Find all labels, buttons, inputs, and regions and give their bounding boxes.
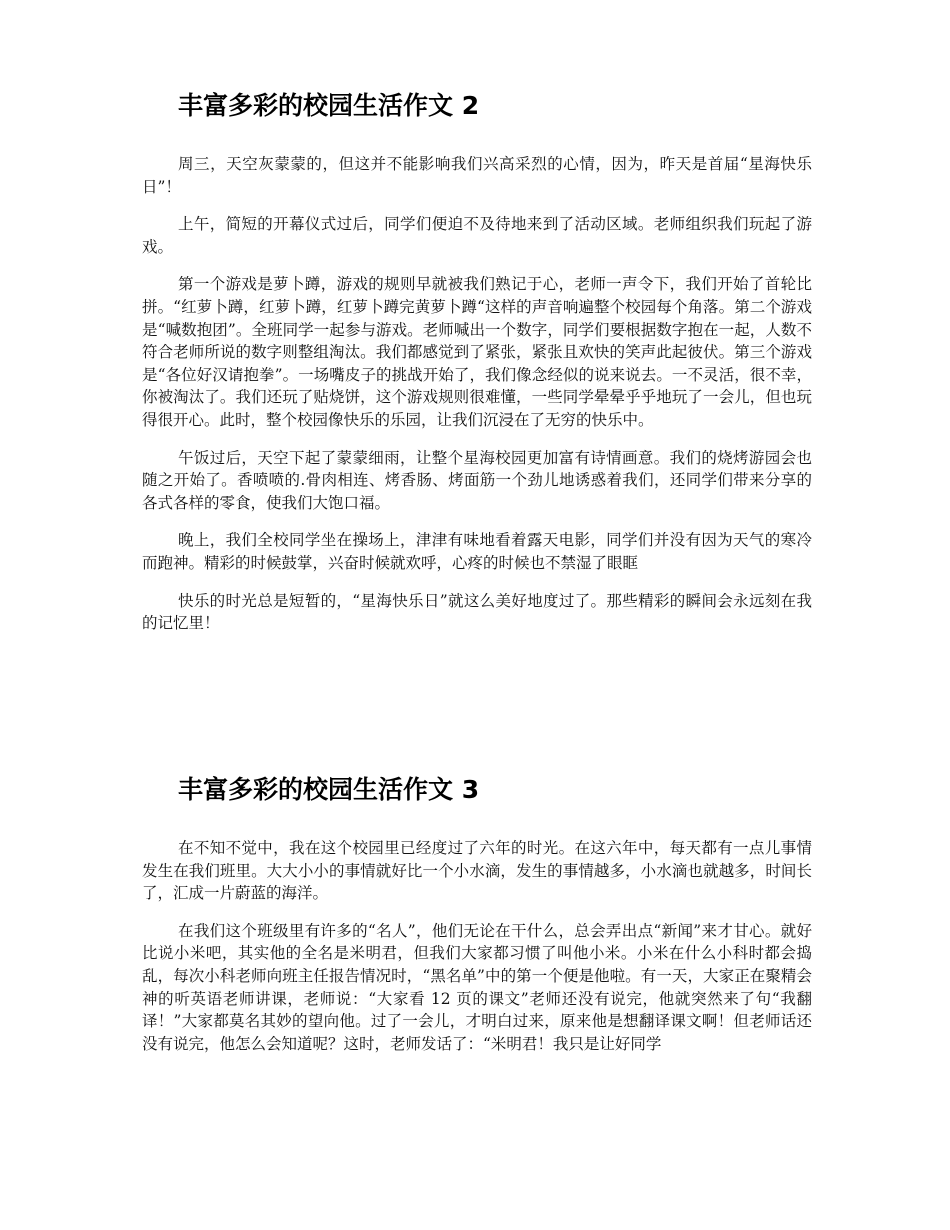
paragraph: 周三，天空灰蒙蒙的，但这并不能影响我们兴高采烈的心情，因为，昨天是首届“星海快乐日”！ <box>142 155 812 196</box>
paragraph: 第一个游戏是萝卜蹲，游戏的规则早就被我们熟记于心，老师一声令下，我们开始了首轮比拼。“红萝卜蹲，红萝卜蹲，红萝卜蹲完黄萝卜蹲“这样的声音响遍整个校园每个角落。第二个游戏是“喊数抱团”。全班同学一起参与游戏。老师喊出一个数字，同学们要根据数字抱在一起，人数不符合老师所说的数字则整组淘汰。我们都感觉到了紧张，紧张且欢快的笑声此起彼伏。第三个游戏是“各位好汉请抱拳”。一场嘴皮子的挑战开始了，我们像念经似的说来说去。一不灵活，很不幸，你被淘汰了。我们还玩了贴烧饼，这个游戏规则很难懂，一些同学晕晕乎乎地玩了一会儿，但也玩得很开心。此时，整个校园像快乐的乐园，让我们沉浸在了无穷的快乐中。 <box>142 275 812 429</box>
essay-3-body <box>142 837 812 1055</box>
paragraph: 在我们这个班级里有许多的“名人”，他们无论在干什么，总会弄出点“新闻”来才甘心。就好比说小米吧，其实他的全名是米明君，但我们大家都习惯了叫他小米。小米在什么小科时都会捣乱，每次小科老师向班主任报告情况时，“黑名单”中的第一个便是他啦。有一天，大家正在聚精会神的听英语老师讲课，老师说：“大家看 12 页的课文”老师还没有说完，他就突然来了句“我翻译！”大家都莫名其妙的望向他。过了一会儿，才明白过来，原来他是想翻译课文啊！但老师话还没有说完，他怎么会知道呢？这时，老师发话了：“米明君！我只是让好同学 <box>142 921 812 1053</box>
essay-2-title: 丰富多彩的校园生活作文 2 <box>178 91 480 120</box>
essay-3-title: 丰富多彩的校园生活作文 3 <box>178 775 480 804</box>
essay-3-section <box>142 774 812 1070</box>
essay-2-body <box>142 153 812 635</box>
essay-2-section <box>142 90 812 650</box>
paragraph: 晚上，我们全校同学坐在操场上，津津有味地看着露天电影，同学们并没有因为天气的寒冷而跑神。精彩的时候鼓掌，兴奋时候就欢呼，心疼的时候也不禁湿了眼眶 <box>142 531 812 572</box>
paragraph: 上午，简短的开幕仪式过后，同学们便迫不及待地来到了活动区域。老师组织我们玩起了游戏。 <box>142 215 812 256</box>
paragraph: 快乐的时光总是短暂的，“星海快乐日”就这么美好地度过了。那些精彩的瞬间会永远刻在我的记忆里！ <box>142 591 812 633</box>
paragraph: 午饭过后，天空下起了蒙蒙细雨，让整个星海校园更加富有诗情画意。我们的烧烤游园会也随之开始了。香喷喷的.骨肉相连、烤香肠、烤面筋一个劲儿地诱惑着我们，还同学们带来分享的各式各样的零食，使我们大饱口福。 <box>142 448 812 512</box>
paragraph: 在不知不觉中，我在这个校园里已经度过了六年的时光。在这六年中，每天都有一点儿事情发生在我们班里。大大小小的事情就好比一个小水滴，发生的事情越多，小水滴也就越多，时间长了，汇成一片蔚蓝的海洋。 <box>142 839 812 903</box>
